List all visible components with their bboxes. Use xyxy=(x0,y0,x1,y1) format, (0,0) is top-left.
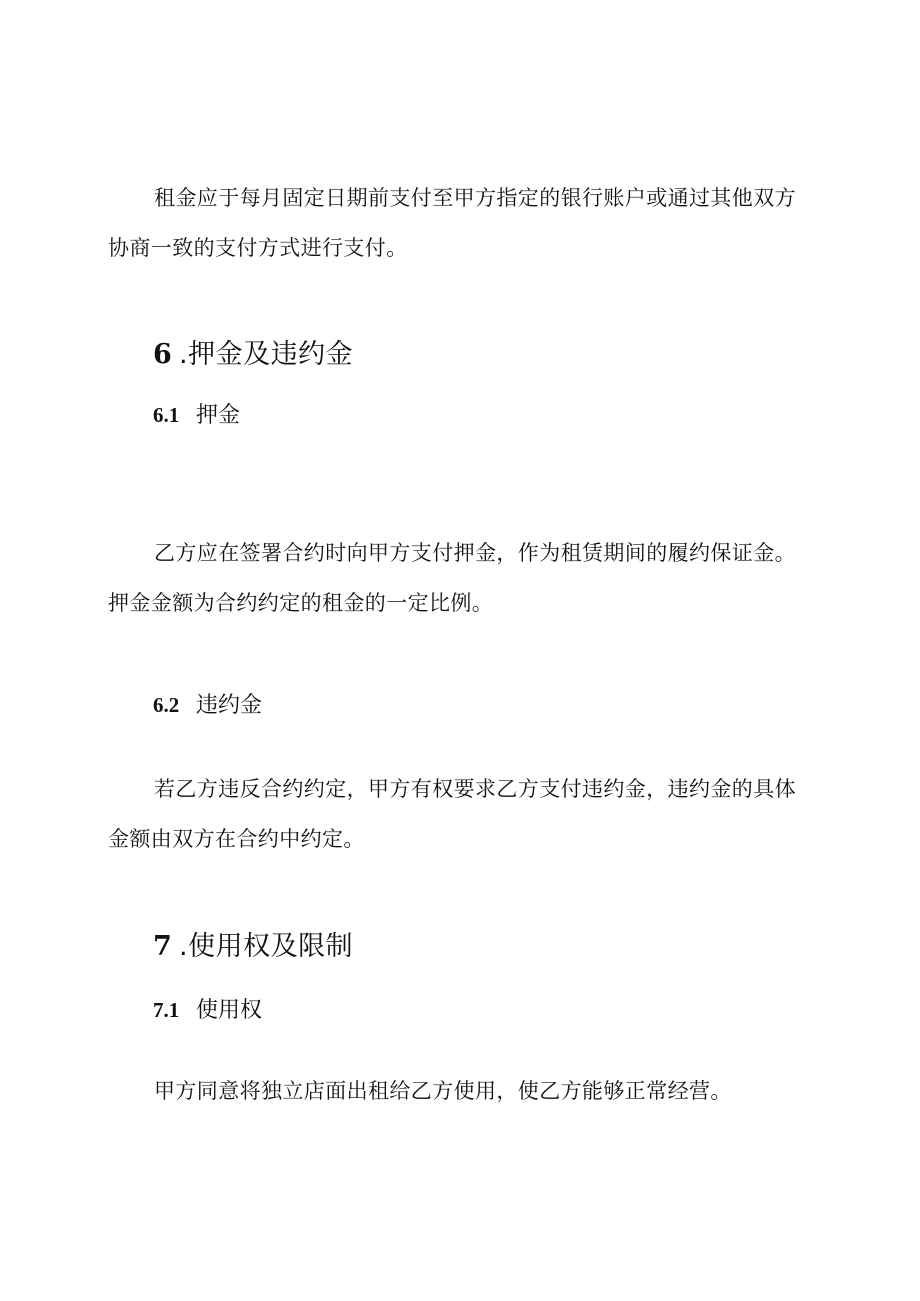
subsection-6-1-number: 6.1 xyxy=(153,403,180,427)
section-6-number: 6 xyxy=(153,339,173,370)
paragraph-penalty: 若乙方违反合约约定，甲方有权要求乙方支付违约金，违约金的具体金额由双方在合约中约定。 xyxy=(108,777,796,851)
section-7-heading xyxy=(153,929,353,965)
section-7-number: 7 xyxy=(153,931,173,962)
subsection-7-1-number: 7.1 xyxy=(153,998,180,1022)
subsection-6-1-heading xyxy=(153,399,240,432)
paragraph-deposit: 乙方应在签署合约时向甲方支付押金，作为租赁期间的履约保证金。押金金额为合约约定的租金的一定比例。 xyxy=(108,541,796,615)
section-7-title: .使用权及限制 xyxy=(179,931,354,962)
section-6-title: .押金及违约金 xyxy=(179,339,354,370)
paragraph-rent-payment: 租金应于每月固定日期前支付至甲方指定的银行账户或通过其他双方协商一致的支付方式进行支付。 xyxy=(108,186,796,260)
subsection-6-2-title: 违约金 xyxy=(196,693,263,718)
subsection-7-1-heading xyxy=(153,994,262,1027)
paragraph-use-right: 甲方同意将独立店面出租给乙方使用，使乙方能够正常经营。 xyxy=(154,1079,732,1103)
subsection-7-1-title: 使用权 xyxy=(196,998,263,1023)
subsection-6-1-title: 押金 xyxy=(196,403,241,428)
subsection-6-2-number: 6.2 xyxy=(153,693,180,717)
section-6-heading xyxy=(153,337,353,373)
subsection-6-2-heading xyxy=(153,689,262,722)
